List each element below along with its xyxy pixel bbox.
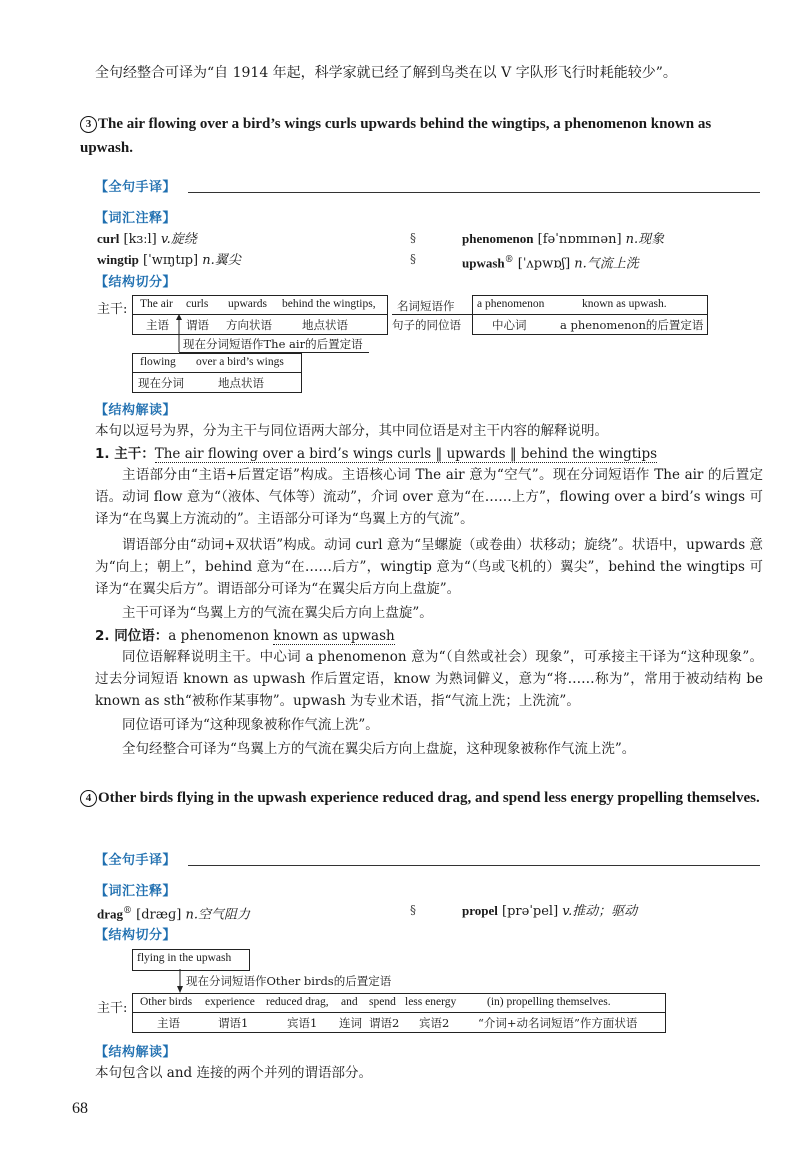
role-subject: 主语 bbox=[157, 1016, 180, 1030]
sentence-number: 3 bbox=[80, 116, 97, 133]
role-verb: 谓语 bbox=[186, 318, 209, 332]
sentence-text: The air flowing over a bird’s wings curls upwards behind the wingtips, a phenomenon known as upwash. bbox=[80, 116, 712, 156]
vocab-separator: § bbox=[410, 252, 416, 266]
word-flowing: flowing bbox=[140, 356, 176, 368]
word-over: over a bird’s wings bbox=[196, 356, 284, 368]
vocab-item: curl [kɜːl] v.旋绕 bbox=[97, 231, 197, 247]
word-direction: upwards bbox=[228, 298, 267, 310]
role-object2: 宾语2 bbox=[419, 1016, 450, 1030]
word-object1: reduced drag, bbox=[266, 996, 329, 1008]
section-structure-split: 【结构切分】 bbox=[95, 275, 177, 290]
role-place: 地点状语 bbox=[302, 318, 348, 332]
paragraph: 全句经整合可译为“鸟翼上方的气流在翼尖后方向上盘旋，这种现象被称作气流上洗”。 bbox=[122, 741, 636, 757]
vocab-separator: § bbox=[410, 231, 416, 245]
mid-label-bottom: 句子的同位语 bbox=[392, 318, 461, 332]
arrows bbox=[0, 0, 800, 400]
word-head: a phenomenon bbox=[477, 298, 545, 310]
role-verb2: 谓语2 bbox=[369, 1016, 400, 1030]
vocab-item: wingtip [ˈwɪŋtɪp] n.翼尖 bbox=[97, 252, 241, 268]
divider bbox=[132, 1012, 666, 1013]
paragraph: 主干可译为“鸟翼上方的气流在翼尖后方向上盘旋”。 bbox=[122, 605, 433, 621]
word-subject: Other birds bbox=[140, 996, 193, 1008]
role-verb1: 谓语1 bbox=[218, 1016, 249, 1030]
heading-appositive: 2. 同位语：a phenomenon known as upwash bbox=[95, 628, 395, 644]
word-known: known as upwash. bbox=[582, 298, 667, 310]
section-vocab: 【词汇注释】 bbox=[95, 884, 177, 899]
section-explain: 【结构解读】 bbox=[95, 1045, 177, 1060]
paragraph: 主语部分由“主语+后置定语”构成。主语核心词 The air 意为“空气”。现在分词短语作 The air 的后置定语。动词 flow 意为“（液体、气体等）流动”，介词 over 意为“在……上方”，flowing over a bird’s wings 可译为“在鸟翼上方流动的”。主语部分可译为“鸟翼上方的气流”。 bbox=[95, 467, 763, 527]
divider bbox=[132, 372, 302, 373]
paragraph: 谓语部分由“动词+双状语”构成。动词 curl 意为“呈螺旋（或卷曲）状移动；旋绕”。状语中，upwards 意为“向上；朝上”，behind 意为“在……后方”，wingtip 意为“（鸟或飞机的）翼尖”，behind the wingtips 可译为“在翼尖后方”。谓语部分可译为“在翼尖后方向上盘旋”。 bbox=[95, 537, 763, 597]
explain-intro: 本句以逗号为界，分为主干与同位语两大部分，其中同位语是对主干内容的解释说明。 bbox=[95, 423, 608, 439]
explain-intro: 本句包含以 and 连接的两个并列的谓语部分。 bbox=[95, 1065, 372, 1081]
divider bbox=[472, 314, 708, 315]
role-adverbial: “介词+动名词短语”作方面状语 bbox=[478, 1016, 638, 1030]
word-object2: less energy bbox=[405, 996, 457, 1008]
word-verb2: spend bbox=[369, 996, 396, 1008]
section-explain: 【结构解读】 bbox=[95, 403, 177, 418]
word-place: behind the wingtips, bbox=[282, 298, 376, 310]
role-known: a phenomenon的后置定语 bbox=[560, 318, 704, 332]
vocab-separator: § bbox=[410, 903, 416, 917]
section-vocab: 【词汇注释】 bbox=[95, 211, 177, 226]
sentence-4 bbox=[80, 786, 760, 810]
section-translate: 【全句手译】 bbox=[95, 853, 177, 868]
vocab-item: propel [prəˈpel] v.推动；驱动 bbox=[462, 903, 638, 919]
role-head: 中心词 bbox=[492, 318, 527, 332]
main-label: 主干: bbox=[97, 1001, 128, 1016]
role-participle: 现在分词 bbox=[138, 376, 184, 390]
mid-label-top: 名词短语作 bbox=[397, 299, 455, 313]
vocab-item: drag® [dræɡ] n.空气阻力 bbox=[97, 906, 251, 923]
page-number: 68 bbox=[72, 1100, 88, 1117]
main-label: 主干: bbox=[97, 302, 128, 317]
word-flying: flying in the upwash bbox=[137, 952, 232, 964]
role-direction: 方向状语 bbox=[226, 318, 272, 332]
vocab-item: upwash® [ˈʌpwɒʃ] n.气流上洗 bbox=[462, 255, 639, 272]
word-verb: curls bbox=[186, 298, 209, 310]
divider bbox=[132, 314, 388, 315]
section-structure-split: 【结构切分】 bbox=[95, 928, 177, 943]
arrow-note: 现在分词短语作The air的后置定语 bbox=[183, 337, 363, 351]
divider bbox=[392, 314, 472, 315]
word-subject: The air bbox=[140, 298, 173, 310]
arrow-note: 现在分词短语作Other birds的后置定语 bbox=[186, 974, 392, 988]
word-conj: and bbox=[341, 996, 358, 1008]
word-verb1: experience bbox=[205, 996, 255, 1008]
sentence-number: 4 bbox=[80, 790, 97, 807]
heading-main-clause: 1. 主干：The air flowing over a bird’s wings curls ‖ upwards ‖ behind the wingtips bbox=[95, 446, 658, 462]
role-object1: 宾语1 bbox=[287, 1016, 318, 1030]
role-place: 地点状语 bbox=[218, 376, 264, 390]
role-subject: 主语 bbox=[146, 318, 169, 332]
intro-translation: 全句经整合可译为“自 1914 年起，科学家就已经了解到鸟类在以 V 字队形飞行时耗能较少”。 bbox=[95, 65, 677, 81]
paragraph: 同位语可译为“这种现象被称作气流上洗”。 bbox=[122, 717, 379, 733]
role-conj: 连词 bbox=[339, 1016, 362, 1030]
sentence-3 bbox=[80, 112, 760, 160]
vocab-item: phenomenon [fəˈnɒmɪnən] n.现象 bbox=[462, 231, 665, 247]
word-adverbial: (in) propelling themselves. bbox=[487, 996, 611, 1008]
section-translate: 【全句手译】 bbox=[95, 180, 177, 195]
translation-blank-line[interactable] bbox=[188, 865, 760, 866]
paragraph: 同位语解释说明主干。中心词 a phenomenon 意为“（自然或社会）现象”，可承接主干译为“这种现象”。过去分词短语 known as upwash 作后置定语，know 为熟词僻义，意为“将……称为”，常用于被动结构 be known as sth“被称作某事物”。upwash 为专业术语，指“气流上洗；上洗流”。 bbox=[95, 649, 763, 709]
translation-blank-line[interactable] bbox=[188, 192, 760, 193]
sentence-text: Other birds flying in the upwash experience reduced drag, and spend less energy propelling themselves. bbox=[98, 790, 760, 806]
